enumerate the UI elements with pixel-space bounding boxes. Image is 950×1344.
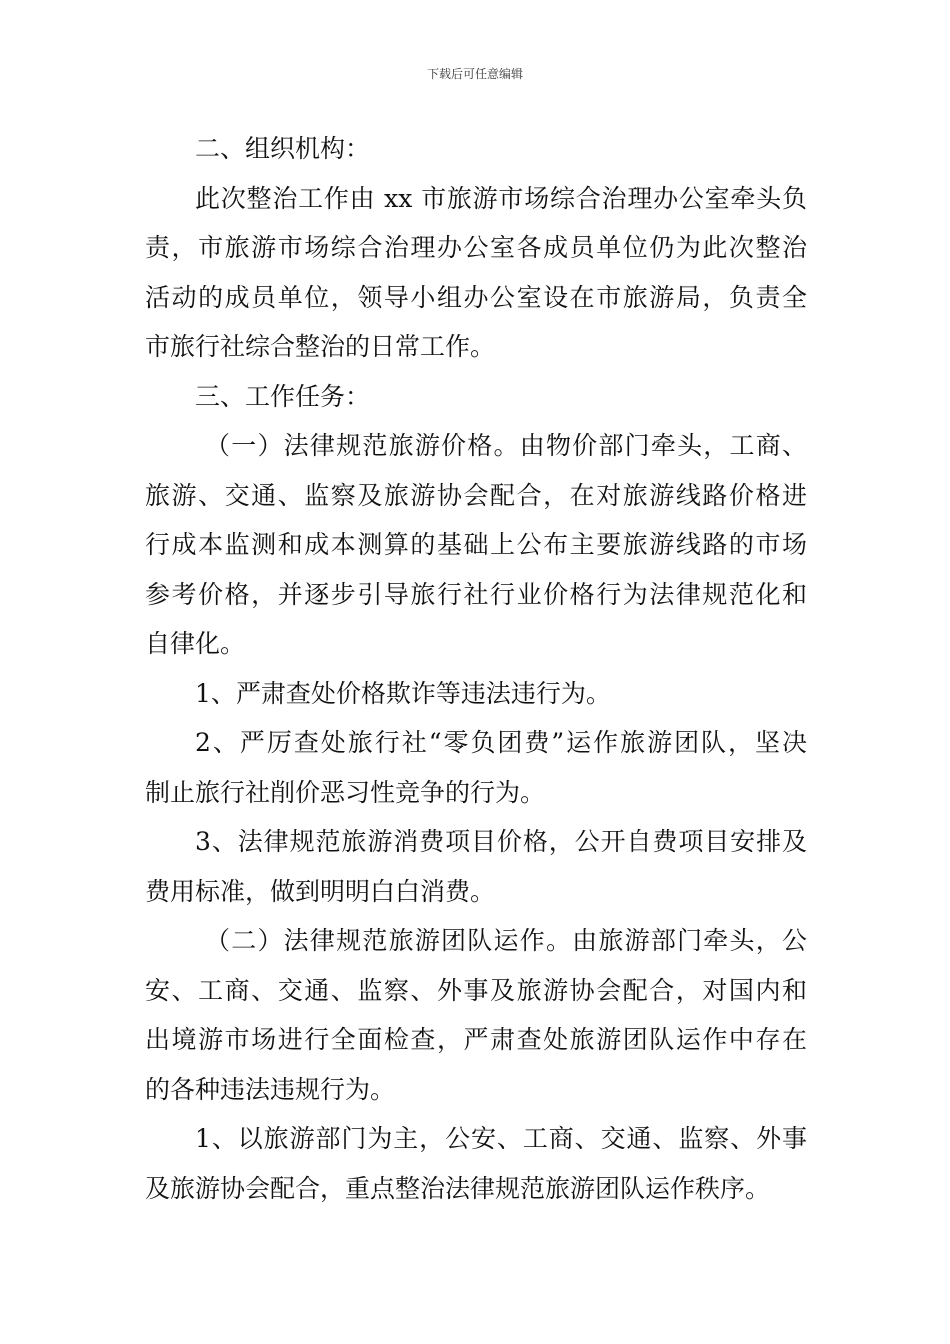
paragraph-line: 此次整治工作由 xx 市旅游市场综合治理办公室牵头负 xyxy=(195,183,807,213)
section-heading-tasks: 三、工作任务： xyxy=(195,381,371,411)
document-body xyxy=(145,124,807,1213)
list-item: 1、以旅游部门为主，公安、工商、交通、监察、外事 xyxy=(195,1124,807,1153)
list-item: 1、严肃查处价格欺诈等违法违行为。 xyxy=(195,678,611,708)
paragraph-line: 出境游市场进行全面检查，严肃查处旅游团队运作中存在 xyxy=(145,1025,807,1054)
paragraph-line: 责，市旅游市场综合治理办公室各成员单位仍为此次整治 xyxy=(145,233,807,262)
page-header-note: 下载后可任意编辑 xyxy=(426,67,523,81)
paragraph-line: 费用标准，做到明明白白消费。 xyxy=(145,876,496,906)
subsection-heading-price: （一）法律规范旅游价格。由物价部门牵头，工商、 xyxy=(205,431,807,460)
paragraph-line: 活动的成员单位，领导小组办公室设在市旅游局，负责全 xyxy=(145,282,807,312)
paragraph-line: 及旅游协会配合，重点整治法律规范旅游团队运作秩序。 xyxy=(145,1173,771,1203)
paragraph-line: 制止旅行社削价恶习性竞争的行为。 xyxy=(145,777,546,807)
subsection-heading-team: （二）法律规范旅游团队运作。由旅游部门牵头，公 xyxy=(205,926,807,955)
paragraph-line: 市旅行社综合整治的日常工作。 xyxy=(145,332,496,361)
paragraph-line: 的各种违法违规行为。 xyxy=(145,1074,396,1104)
paragraph-line: 参考价格，并逐步引导旅行社行业价格行为法律规范化和 xyxy=(145,579,807,609)
list-item: 2、严厉查处旅行社“零负团费”运作旅游团队，坚决 xyxy=(195,728,807,757)
paragraph-line: 自律化。 xyxy=(145,629,246,658)
paragraph-line: 旅游、交通、监察及旅游协会配合，在对旅游线路价格进 xyxy=(145,480,807,510)
paragraph-line: 行成本监测和成本测算的基础上公布主要旅游线路的市场 xyxy=(145,530,807,559)
paragraph-line: 安、工商、交通、监察、外事及旅游协会配合，对国内和 xyxy=(145,975,807,1005)
list-item: 3、法律规范旅游消费项目价格，公开自费项目安排及 xyxy=(195,827,807,856)
section-heading-organization: 二、组织机构： xyxy=(195,134,371,163)
